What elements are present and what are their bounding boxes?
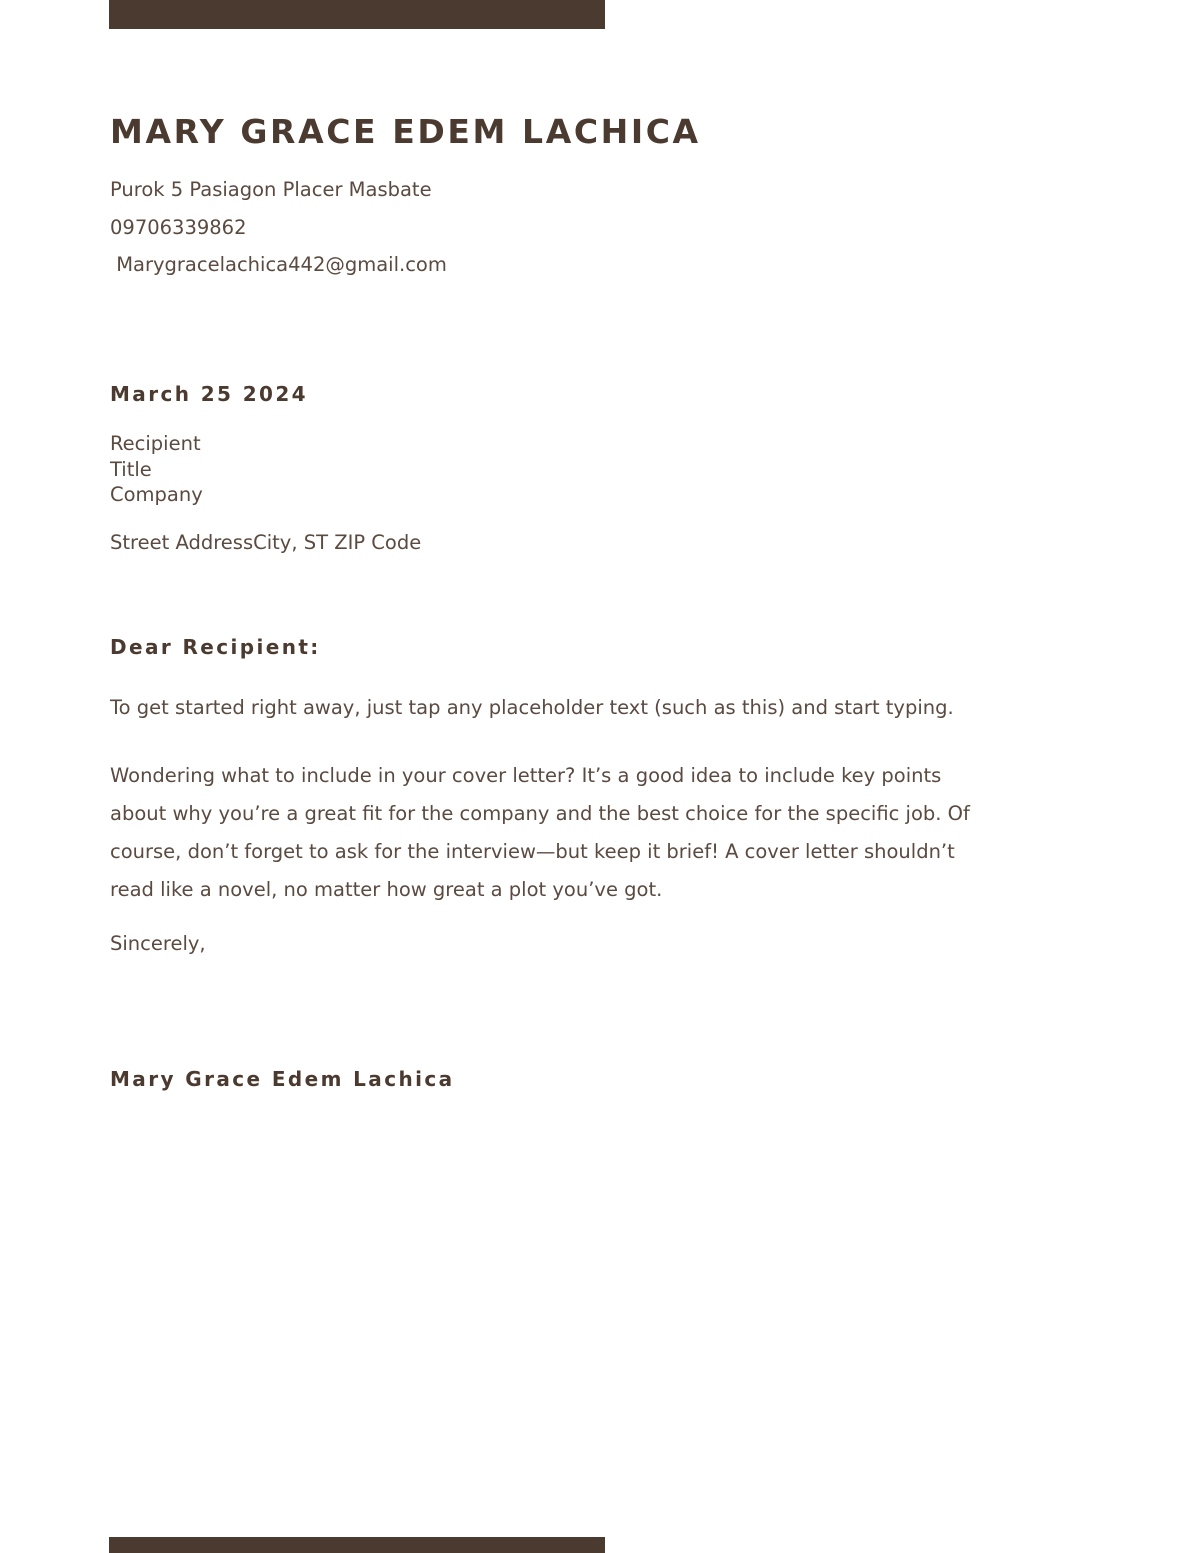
- bottom-decorative-bar: [109, 1537, 605, 1553]
- paragraph-line: course, don’t forget to ask for the interview—but keep it brief! A cover letter shouldn’t: [110, 840, 955, 863]
- letter-date: March 25 2024: [110, 382, 308, 406]
- salutation: Dear Recipient:: [110, 635, 321, 659]
- body-paragraph-1: To get started right away, just tap any placeholder text (such as this) and start typing.: [110, 696, 954, 719]
- recipient-block: [110, 431, 203, 508]
- recipient-company: Company: [110, 483, 203, 506]
- recipient-name: Recipient: [110, 432, 201, 455]
- contact-email: Marygracelachica442@gmail.com: [110, 253, 447, 276]
- contact-address: Purok 5 Pasiagon Placer Masbate: [110, 178, 432, 201]
- applicant-name-heading: MARY GRACE EDEM LACHICA: [110, 112, 701, 151]
- recipient-street-address: Street AddressCity, ST ZIP Code: [110, 531, 422, 554]
- signature-name: Mary Grace Edem Lachica: [110, 1067, 455, 1091]
- closing: Sincerely,: [110, 932, 206, 955]
- contact-phone: 09706339862: [110, 216, 247, 239]
- paragraph-line: read like a novel, no matter how great a plot you’ve got.: [110, 878, 663, 901]
- top-decorative-bar: [109, 0, 605, 29]
- paragraph-line: about why you’re a great fit for the company and the best choice for the specific job. Of: [110, 802, 970, 825]
- recipient-title: Title: [110, 457, 152, 481]
- paragraph-line: Wondering what to include in your cover letter? It’s a good idea to include key points: [110, 764, 942, 787]
- body-paragraph-2: [110, 757, 1080, 909]
